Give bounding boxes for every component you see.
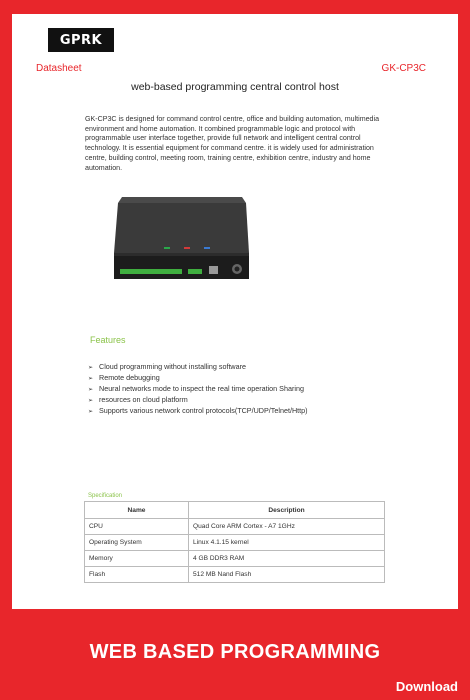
list-item: ➢ resources on cloud platform bbox=[88, 394, 308, 405]
banner-title: WEB BASED PROGRAMMING bbox=[89, 641, 381, 663]
specification-heading: Specification bbox=[88, 493, 123, 499]
arrow-bullet-icon: ➢ bbox=[88, 365, 94, 371]
table-row bbox=[85, 519, 385, 535]
brand-logo: GPRK bbox=[48, 28, 114, 52]
table-row bbox=[85, 535, 385, 551]
download-link[interactable]: Download bbox=[395, 679, 458, 694]
table-row bbox=[85, 567, 385, 583]
model-label: GK-CP3C bbox=[381, 63, 426, 74]
spec-name: Operating System bbox=[85, 535, 189, 551]
list-item: ➢ Remote debugging bbox=[88, 372, 308, 383]
table-row bbox=[85, 551, 385, 567]
spec-value: Linux 4.1.15 kernel bbox=[189, 535, 385, 551]
table-header-row bbox=[85, 502, 385, 519]
column-header-description: Description bbox=[189, 502, 385, 519]
column-header-name: Name bbox=[85, 502, 189, 519]
spec-name: Flash bbox=[85, 567, 189, 583]
arrow-bullet-icon: ➢ bbox=[88, 376, 94, 382]
spec-name: CPU bbox=[85, 519, 189, 535]
document-title: web-based programming central control host bbox=[131, 81, 339, 93]
specification-table bbox=[84, 501, 385, 583]
list-item: ➢ Supports various network control protocols(TCP/UDP/Telnet/Http) bbox=[88, 405, 308, 416]
list-item: ➢ Cloud programming without installing software bbox=[88, 361, 308, 372]
features-list bbox=[88, 361, 308, 416]
list-item: ➢ Neural networks mode to inspect the real time operation Sharing bbox=[88, 383, 308, 394]
datasheet-label: Datasheet bbox=[36, 63, 82, 74]
arrow-bullet-icon: ➢ bbox=[88, 387, 94, 393]
intro-paragraph: GK-CP3C is designed for command control centre, office and building automation, multimedia environment and home automation. It combined programmable logic and protocol with programmable user interface together, provide full network and intelligent central control technology. It is essential equipment for command centre. it is widely used for administration centre, building control, meeting room, training centre, exhibition centre, industry and home automation. bbox=[85, 115, 380, 172]
spec-value: 4 GB DDR3 RAM bbox=[189, 551, 385, 567]
arrow-bullet-icon: ➢ bbox=[88, 398, 94, 404]
spec-value: 512 MB Nand Flash bbox=[189, 567, 385, 583]
spec-value: Quad Core ARM Cortex - A7 1GHz bbox=[189, 519, 385, 535]
arrow-bullet-icon: ➢ bbox=[88, 409, 94, 415]
features-heading: Features bbox=[90, 335, 126, 345]
datasheet-page bbox=[12, 14, 458, 609]
spec-name: Memory bbox=[85, 551, 189, 567]
product-image bbox=[106, 189, 256, 289]
